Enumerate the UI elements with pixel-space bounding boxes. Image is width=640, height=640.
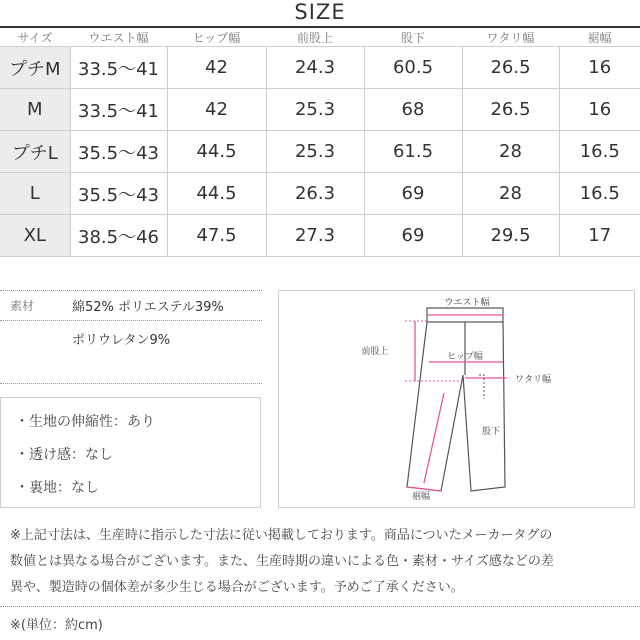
- header-waist: ウエスト幅: [70, 29, 167, 47]
- table-cell: 26.3: [266, 173, 364, 215]
- table-cell: 69: [364, 215, 462, 257]
- waist-label: ウエスト幅: [444, 298, 490, 308]
- divider: [0, 290, 262, 291]
- header-rise: 前股上: [266, 29, 364, 47]
- table-cell: 16.5: [559, 131, 640, 173]
- fabric-properties-box: [0, 397, 261, 508]
- title-divider: [0, 26, 640, 28]
- note-line-3: 異や、製造時の個体差が多少生じる場合がございます。予めご了承ください。: [10, 580, 464, 595]
- table-cell: 26.5: [462, 89, 559, 131]
- table-cell: 17: [559, 215, 640, 257]
- hem-measure-line: [407, 487, 441, 491]
- measurement-diagram: [278, 290, 635, 508]
- table-cell: 42: [167, 89, 266, 131]
- header-size: サイズ: [0, 29, 70, 47]
- table-row: [0, 47, 640, 89]
- table-cell: 28: [462, 131, 559, 173]
- table-cell: 28: [462, 173, 559, 215]
- lining-property: ・裏地：なし: [15, 480, 99, 496]
- table-cell: 44.5: [167, 131, 266, 173]
- table-cell: 44.5: [167, 173, 266, 215]
- note-line-2: 数値とは異なる場合がございます。また、生産時期の違いによる色・素材・サイズ感などの差: [10, 554, 554, 569]
- table-row: [0, 131, 640, 173]
- table-cell: 16: [559, 89, 640, 131]
- material-composition-2: ポリウレタン9%: [72, 333, 171, 348]
- hip-label: ヒップ幅: [447, 352, 483, 362]
- hem-label: 裾幅: [411, 492, 431, 502]
- material-composition-1: 綿52% ポリエステル39%: [72, 300, 224, 315]
- inseam-measure-line: [424, 393, 444, 483]
- table-cell: 16.5: [559, 173, 640, 215]
- table-cell: 26.5: [462, 47, 559, 89]
- rise-label: 前股上: [361, 347, 389, 357]
- pants-outline: [407, 322, 505, 491]
- thigh-label: ワタリ幅: [515, 375, 551, 385]
- table-row: [0, 173, 640, 215]
- table-row: [0, 89, 640, 131]
- table-cell: 38.5〜46: [70, 215, 167, 257]
- row-size-label: L: [0, 173, 70, 215]
- header-thigh: ワタリ幅: [462, 29, 559, 47]
- table-cell: 25.3: [266, 89, 364, 131]
- unit-note: ※(単位：約cm): [10, 618, 103, 633]
- table-cell: 33.5〜41: [70, 47, 167, 89]
- table-cell: 68: [364, 89, 462, 131]
- note-line-1: ※上記寸法は、生産時に指示した寸法に従い掲載しております。商品についたメーカータグの: [10, 528, 553, 543]
- table-cell: 27.3: [266, 215, 364, 257]
- table-cell: 60.5: [364, 47, 462, 89]
- table-cell: 61.5: [364, 131, 462, 173]
- sheerness-property: ・透け感：なし: [15, 447, 113, 463]
- inseam-label: 股下: [481, 427, 501, 437]
- divider: [0, 320, 262, 321]
- table-cell: 16: [559, 47, 640, 89]
- size-table: [0, 29, 640, 257]
- row-size-label: M: [0, 89, 70, 131]
- row-size-label: プチM: [0, 47, 70, 89]
- table-cell: 35.5〜43: [70, 173, 167, 215]
- table-cell: 69: [364, 173, 462, 215]
- row-size-label: プチL: [0, 131, 70, 173]
- material-label: 素材: [10, 299, 35, 313]
- stretch-property: ・生地の伸縮性：あり: [15, 414, 155, 430]
- table-row: [0, 215, 640, 257]
- row-size-label: XL: [0, 215, 70, 257]
- table-cell: 35.5〜43: [70, 131, 167, 173]
- size-table-header: [0, 29, 640, 47]
- header-hip: ヒップ幅: [167, 29, 266, 47]
- table-cell: 33.5〜41: [70, 89, 167, 131]
- table-cell: 29.5: [462, 215, 559, 257]
- header-hem: 裾幅: [559, 29, 640, 47]
- table-cell: 47.5: [167, 215, 266, 257]
- pants-illustration: [279, 291, 634, 507]
- header-inseam: 股下: [364, 29, 462, 47]
- divider: [0, 383, 262, 384]
- table-cell: 25.3: [266, 131, 364, 173]
- table-cell: 24.3: [266, 47, 364, 89]
- table-cell: 42: [167, 47, 266, 89]
- divider: [0, 606, 640, 607]
- size-title: SIZE: [294, 0, 346, 24]
